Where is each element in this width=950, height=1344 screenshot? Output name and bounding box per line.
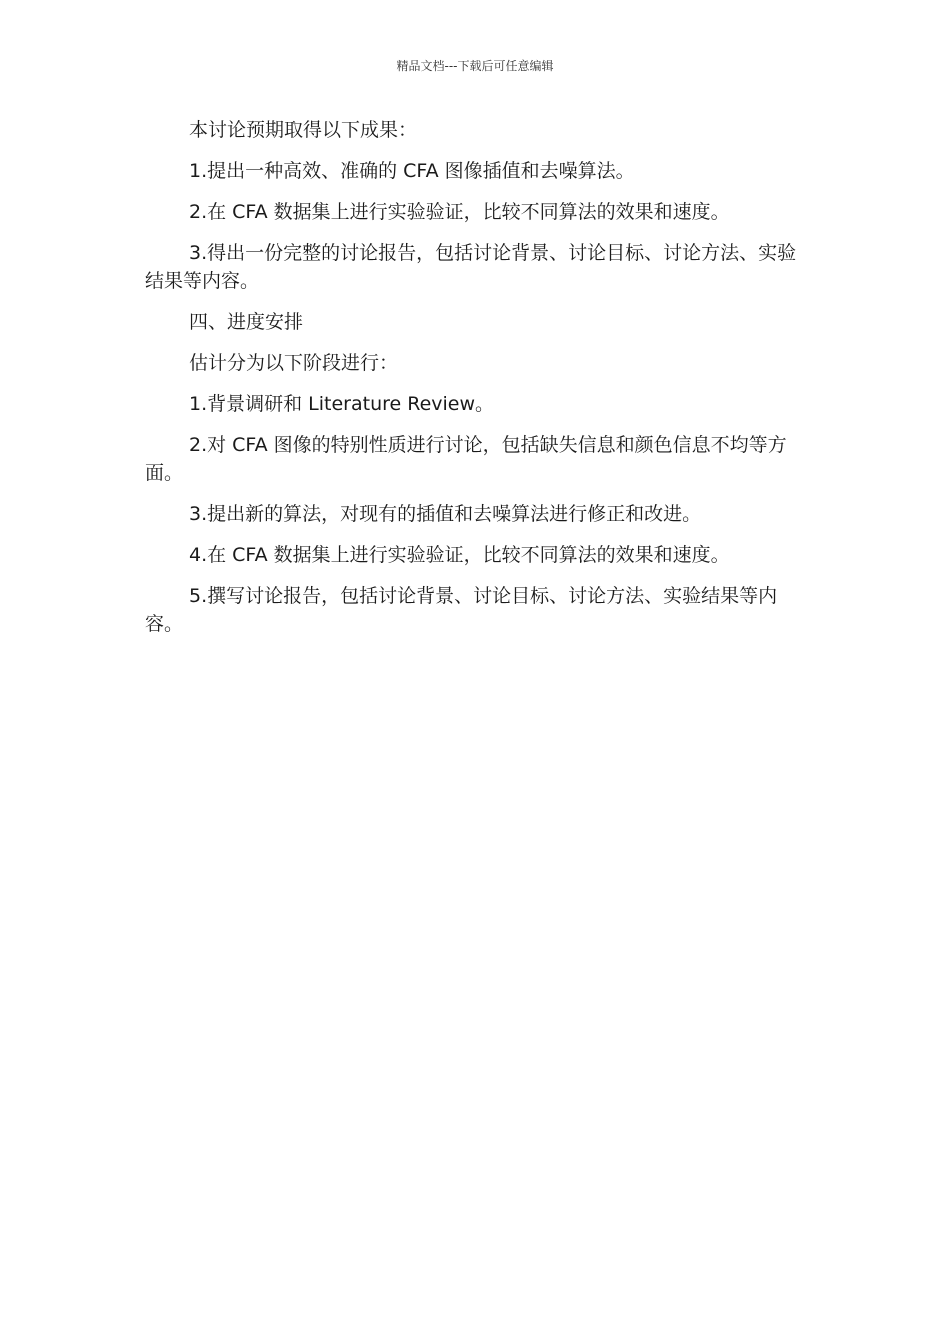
document-body (145, 116, 805, 651)
paragraph-stage-3: 3.提出新的算法，对现有的插值和去噪算法进行修正和改进。 (189, 503, 702, 525)
section-heading-schedule: 四、进度安排 (189, 311, 304, 333)
paragraph-stage-5: 5.撰写讨论报告，包括讨论背景、讨论目标、讨论方法、实验结果等内容。 (145, 585, 778, 635)
paragraph-stage-1: 1.背景调研和 Literature Review。 (189, 393, 495, 415)
page-header: 精品文档---下载后可任意编辑 (396, 59, 554, 73)
paragraph-result-1: 1.提出一种高效、准确的 CFA 图像插值和去噪算法。 (189, 160, 635, 182)
paragraph-expected-results-intro: 本讨论预期取得以下成果： (189, 119, 418, 141)
paragraph-stage-4: 4.在 CFA 数据集上进行实验验证，比较不同算法的效果和速度。 (189, 544, 730, 566)
paragraph-result-3: 3.得出一份完整的讨论报告，包括讨论背景、讨论目标、讨论方法、实验结果等内容。 (145, 242, 797, 292)
paragraph-stage-2: 2.对 CFA 图像的特别性质进行讨论，包括缺失信息和颜色信息不均等方面。 (145, 434, 787, 484)
paragraph-result-2: 2.在 CFA 数据集上进行实验验证，比较不同算法的效果和速度。 (189, 201, 730, 223)
paragraph-schedule-intro: 估计分为以下阶段进行： (189, 352, 399, 374)
